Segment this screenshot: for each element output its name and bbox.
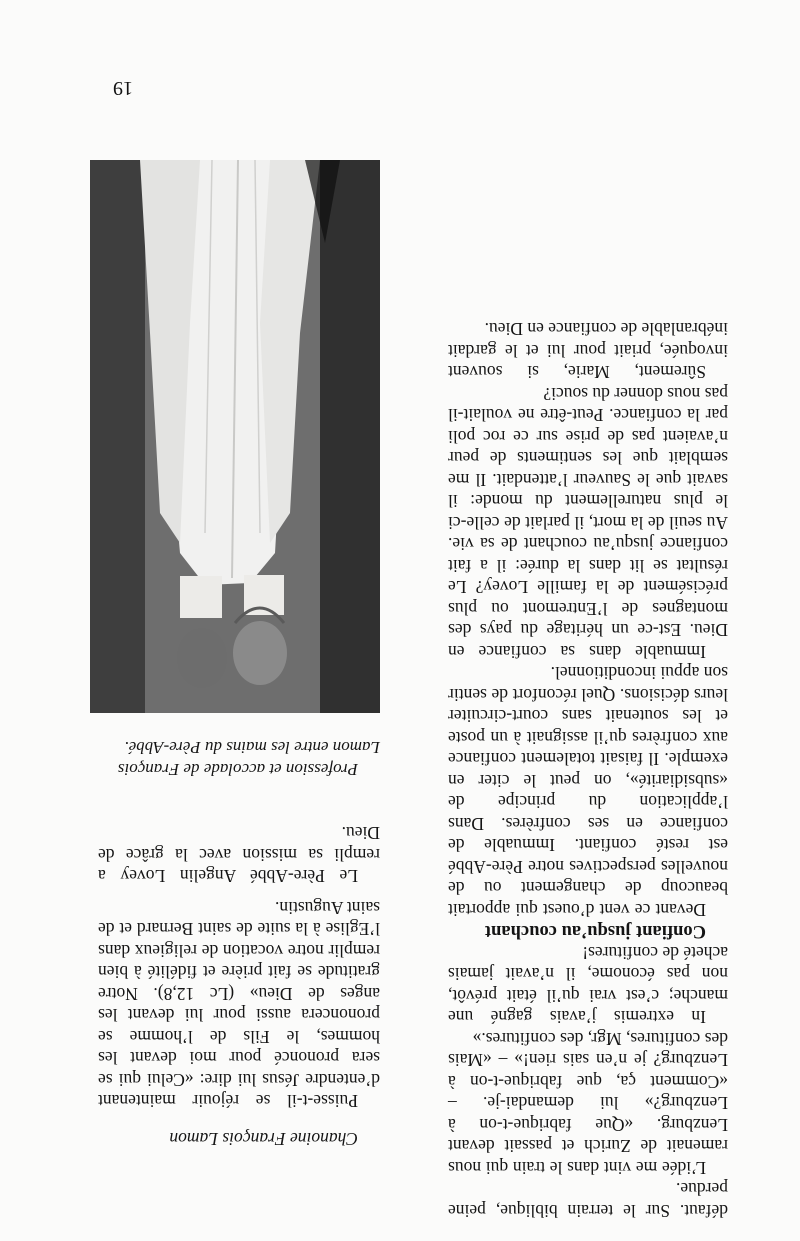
paragraph: Sûrement, Marie, si souvent invoquée, priait pour lui et le gardait inébranlable de confiance en Dieu. (448, 319, 728, 383)
paragraph: L’idée me vint dans le train qui nous ramenait de Zurich et passait devant Lenzburg. «Que fabrique-t-on à Lenzburg?» lui demandai-je. – «Comment ça, que fabrique-t-on à Lenzburg? je n’en sais rien!» – «Mais des confitures, Mgr, des confitures.» (448, 1029, 728, 1178)
paragraph: In extremis j’avais gagné une manche; c’est vrai qu’il était prévôt, non pas économe, il n’avait jamais acheté de confitures! (448, 943, 728, 1028)
paragraph: Le Père-Abbé Angelin Lovey a rempli sa mission avec la grâce de Dieu. (98, 823, 380, 887)
paragraph: Puisse-t-il se réjouir maintenant d’entendre Jésus lui dire: «Celui qui se sera prononcé pour moi devant les hommes, le Fils de l’homme se prononcera aussi pour lui devant les anges de Dieu» (Lc 12,8). Notre gratitude se fait prière et fidélité à bien remplir notre vocation de religieux dans l’Eglise à la suite de saint Bernard et de saint Augustin. (98, 898, 380, 1112)
page-number: 19 (113, 77, 133, 99)
paragraph: Devant ce vent d’ouest qui apportait beaucoup de changement ou de nouvelles perspectives notre Père-Abbé est resté confiant. Immuable de confiance en ses confrères. Dans l’application du principe de «subsidiarité», on peut le citer en exemple. Il faisait totalement confiance aux confrères qu’il assignait à un poste et les soutenait sans court-circuiter leurs décisions. Quel réconfort de sentir son appui inconditionnel. (448, 663, 728, 920)
right-column (98, 160, 380, 1221)
paragraph: défaut. Sur le terrain biblique, peine perdue. (448, 1179, 728, 1221)
left-column (448, 318, 728, 1221)
paragraph: Immuable dans sa confiance en Dieu. Est-ce un héritage du pays des montagnes de l’Entremont ou plus précisément de la famille Lovey? Le résultat se lit dans la durée: il a fait confiance jusqu’au couchant de sa vie. Au seuil de la mort, il parlait de celle-ci le plus naturellement du monde: il savait que le Sauveur l’attendait. Il me semblait que les sentiments de peur n’avaient pas de prise sur ce roc poli par la confiance. Peut-être ne voulait-il pas nous donner du souci? (448, 384, 728, 662)
signature: Chanoine François Lamon (169, 1129, 358, 1149)
section-heading: Confiant jusqu’au couchant (484, 921, 706, 942)
photo-illustration (90, 160, 380, 713)
photo (90, 160, 380, 713)
photo-caption: Profession et accolade de François Lamon entre les mains du Père-Abbé. (117, 738, 380, 779)
